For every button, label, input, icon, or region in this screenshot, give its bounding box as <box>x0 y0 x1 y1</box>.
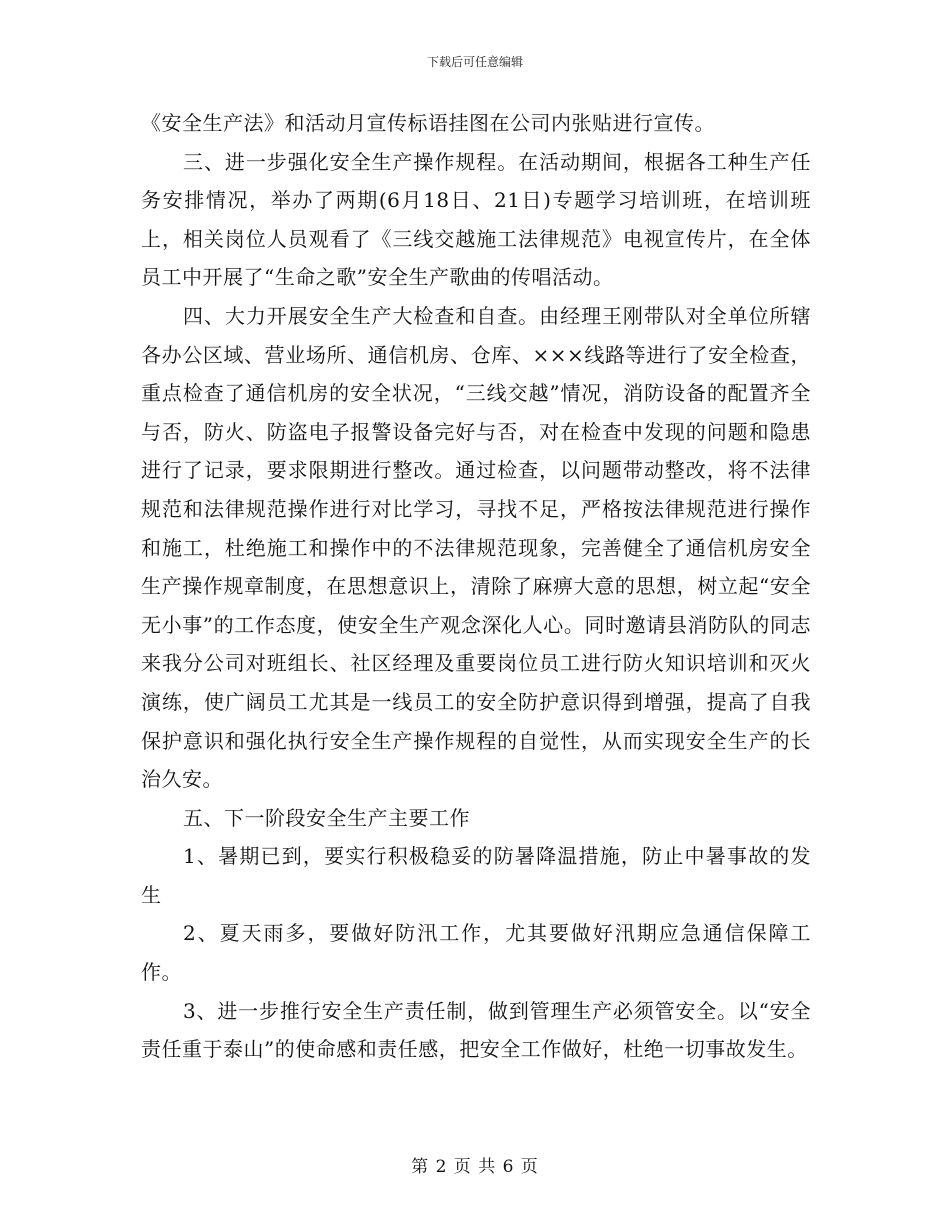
page-number-footer: 第 2 页 共 6 页 <box>411 1157 539 1177</box>
paragraph-item-1: 1、暑期已到，要实行积极稳妥的防暑降温措施，防止中暑事故的发生 <box>141 844 811 907</box>
paragraph-item-3: 3、进一步推行安全生产责任制，做到管理生产必须管安全。以“安全责任重于泰山”的使命感和责任感，把安全工作做好，杜绝一切事故发生。 <box>141 998 811 1062</box>
paragraph-operating-procedures: 三、进一步强化安全生产操作规程。在活动期间，根据各工种生产任务安排情况，举办了两期(6月18日、21日)专题学习培训班，在培训班上，相关岗位人员观看了《三线交越施工法律规范》电视宣传片，在全体员工中开展了“生命之歌”安全生产歌曲的传唱活动。 <box>141 149 811 290</box>
page-header: 下载后可任意编辑 <box>426 55 523 69</box>
document-body <box>141 104 811 1069</box>
paragraph-item-2: 2、夏天雨多，要做好防汛工作，尤其要做好汛期应急通信保障工作。 <box>141 921 811 985</box>
paragraph-next-stage-heading: 五、下一阶段安全生产主要工作 <box>183 805 470 830</box>
paragraph-safety-inspection: 四、大力开展安全生产大检查和自查。由经理王刚带队对全单位所辖各办公区域、营业场所、通信机房、仓库、×××线路等进行了安全检查，重点检查了通信机房的安全状况，“三线交越”情况，消防设备的配置齐全与否，防火、防盗电子报警设备完好与否，对在检查中发现的问题和隐患进行了记录，要求限期进行整改。通过检查，以问题带动整改，将不法律规范和法律规范操作进行对比学习，寻找不足，严格按法律规范进行操作和施工，杜绝施工和操作中的不法律规范现象，完善健全了通信机房安全生产操作规章制度，在思想意识上，清除了麻痹大意的思想，树立起“安全无小事”的工作态度，使安全生产观念深化人心。同时邀请县消防队的同志来我分公司对班组长、社区经理及重要岗位员工进行防火知识培训和灭火演练，使广阔员工尤其是一线员工的安全防护意识得到增强，提高了自我保护意识和强化执行安全生产操作规程的自觉性，从而实现安全生产的长治久安。 <box>141 303 811 792</box>
paragraph-promotion-continued: 《安全生产法》和活动月宣传标语挂图在公司内张贴进行宣传。 <box>141 111 715 135</box>
